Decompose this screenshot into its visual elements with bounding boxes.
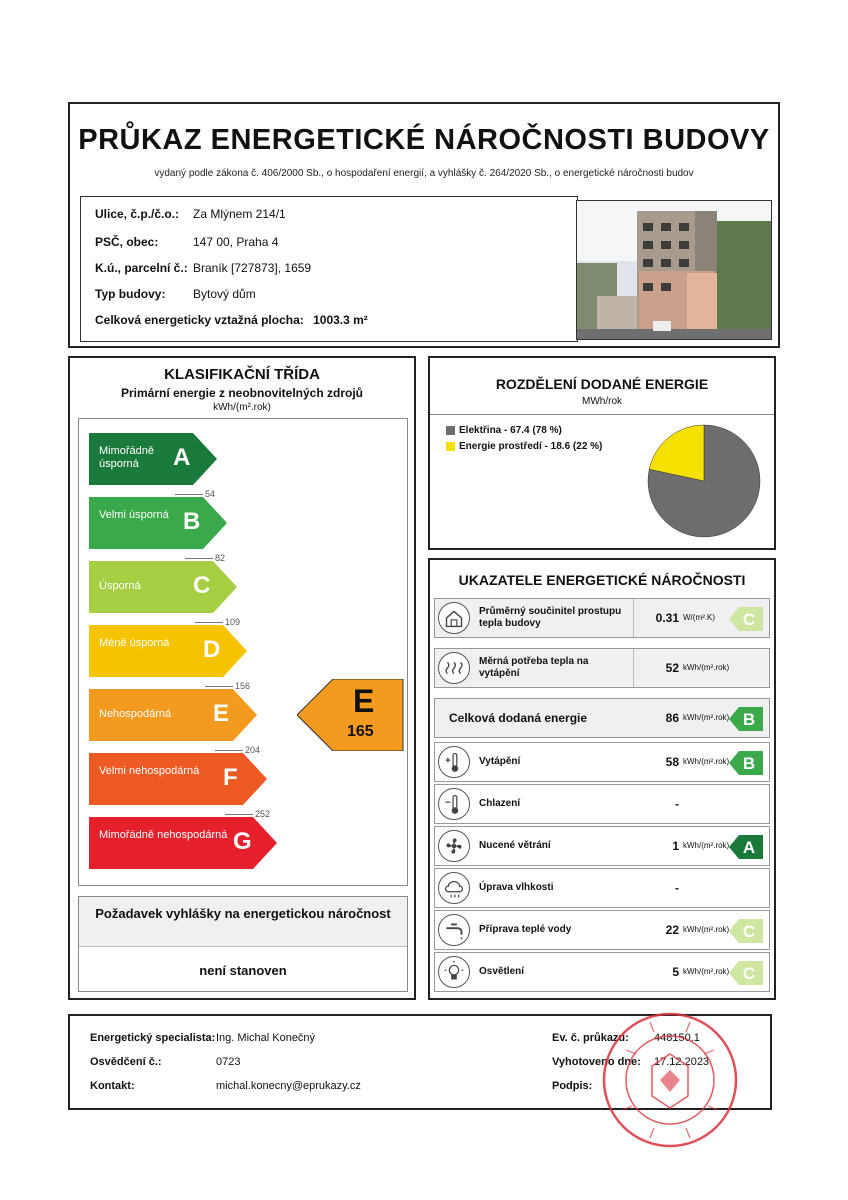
class-band-arrow-b [89,497,227,549]
indicator-class-badge [729,835,763,859]
contact-value: michal.konecny@eprukazy.cz [216,1080,361,1092]
class-band-label-g: Mimořádně nehospodárná [99,829,228,841]
indicator-value: 58 [665,755,679,769]
class-band-f [89,753,269,805]
energy-split-chart [430,414,774,544]
thermometer-plus-icon [438,746,470,778]
indicator-row [434,952,770,992]
type-row [95,287,256,301]
svg-text:B: B [742,710,756,729]
official-stamp [600,1010,740,1150]
indicator-value: - [675,881,679,895]
street-row [95,207,286,221]
threshold-line [175,494,203,495]
svg-text:A: A [742,838,756,857]
energy-pie-chart [644,421,764,541]
indicator-label: Vytápění [479,756,521,767]
energy-split-title: ROZDĚLENÍ DODANÉ ENERGIE [495,376,709,392]
threshold-line [215,750,243,751]
class-band-label-b: Velmi úsporná [99,509,169,521]
ku-row [95,261,312,275]
energy-split-panel [428,356,776,550]
cert-label: Osvědčení č.: [90,1056,162,1068]
indicator-label: Příprava teplé vody [479,924,572,935]
certificate-header [68,102,780,348]
class-band-label-f: Velmi nehospodárná [99,765,200,777]
requirement-panel [78,896,408,992]
class-band-letter-a: A [173,444,191,471]
indicator-value: 0.31 [655,611,679,625]
threshold-value: 252 [255,809,271,819]
indicator-unit: kWh/(m².rok) [683,925,730,934]
specialist-label: Energetický specialista: [90,1032,216,1044]
class-band-letter-d: D [203,636,221,663]
class-band-letter-e: E [213,700,230,727]
svg-text:C: C [742,610,756,629]
indicator-value: 5 [672,965,679,979]
building-photo [576,200,772,340]
indicator-divider [633,649,634,687]
street-label: Ulice, č.p./č.o.: [95,207,180,221]
indicator-row [434,826,770,866]
class-band-arrow-f [89,753,267,805]
indicator-row [434,910,770,950]
class-band-label-c: Úsporná [99,580,141,592]
street-value: Za Mlýnem 214/1 [193,207,286,221]
legend-swatch-electricity [446,426,455,435]
legend-item-environment [446,441,602,452]
svg-text:C: C [742,964,756,983]
indicator-divider [633,599,634,637]
threshold-line [195,622,223,623]
type-value: Bytový dům [193,287,256,301]
indicator-unit: kWh/(m².rok) [683,967,730,976]
classification-subtitle: Primární energie z neobnovitelných zdrojů [120,386,364,400]
class-band-letter-g: G [233,828,252,855]
class-band-letter-c: C [193,572,211,599]
requirement-value: není stanoven [199,963,287,978]
threshold-line [205,686,233,687]
indicator-value: - [675,797,679,811]
indicator-class-badge [729,961,763,985]
ku-value: Braník [727873], 1659 [193,261,312,275]
threshold-value: 204 [245,745,261,755]
sign-label: Podpis: [552,1080,593,1092]
class-band-label-d: Méně úsporná [99,637,170,649]
result-class-letter: E [353,683,375,719]
indicator-unit: kWh/(m².rok) [683,663,730,672]
ku-label: K.ú., parcelní č.: [95,261,188,275]
psc-label: PSČ, obec: [95,235,159,249]
class-band-label-e: Nehospodárná [99,708,172,720]
indicator-label: Měrná potřeba tepla na vytápění [479,656,589,679]
indicator-label: Nucené větrání [479,840,551,851]
threshold-value: 156 [235,681,251,691]
energy-split-unit: MWh/rok [582,396,622,407]
classification-title: KLASIFIKAČNÍ TŘÍDA [164,366,320,383]
type-label: Typ budovy: [95,287,166,301]
legend-swatch-environment [446,442,455,451]
legend-item-electricity [446,425,562,436]
threshold-value: 109 [225,617,241,627]
indicator-label: Chlazení [479,798,521,809]
document-title: PRŮKAZ ENERGETICKÉ NÁROČNOSTI BUDOVY [78,124,770,156]
threshold-value: 54 [205,489,216,499]
contact-label: Kontakt: [90,1080,135,1092]
document-subtitle: vydaný podle zákona č. 406/2000 Sb., o hospodaření energií, a vyhlášky č. 264/2020 Sb., o energetické náročnosti budov [154,168,694,179]
lightbulb-icon [438,956,470,988]
requirement-title: Požadavek vyhlášky na energetickou náročnost [79,897,407,947]
indicator-row [434,648,770,688]
legend-label-environment: Energie prostředí - 18.6 (22 %) [459,441,603,452]
result-class-value: 165 [347,723,374,740]
class-band-d [89,625,249,677]
indicator-row [434,784,770,824]
faucet-icon [438,914,470,946]
indicator-class-badge [729,919,763,943]
area-row [95,313,368,327]
svg-text:B: B [742,754,756,773]
issued-label: Vyhotoveno dne: [552,1056,641,1068]
cert-value: 0723 [216,1056,241,1068]
indicator-row [434,698,770,738]
indicator-label: Osvětlení [479,966,525,977]
indicator-label: Průměrný součinitel prostupu tepla budovy [479,606,622,629]
classification-panel [68,356,416,1000]
indicator-unit: kWh/(m².rok) [683,841,730,850]
indicator-unit: kWh/(m².rok) [683,713,730,722]
thermometer-minus-icon [438,788,470,820]
building-info-panel [80,196,578,342]
threshold-line [225,814,253,815]
class-band-arrow-d [89,625,247,677]
psc-value: 147 00, Praha 4 [193,235,279,249]
class-band-letter-b: B [183,508,201,535]
ev-label: Ev. č. průkazu: [552,1032,629,1044]
indicator-label: Celková dodaná energie [449,711,588,725]
ev-value: 448150.1 [654,1032,700,1044]
building-photo-illustration [577,201,772,340]
energy-class-scale [78,418,408,886]
indicator-row [434,868,770,908]
classification-unit: kWh/(m².rok) [213,402,271,413]
class-band-b [89,497,229,549]
heat-waves-icon [438,652,470,684]
house-icon [438,602,470,634]
indicator-value: 1 [672,839,679,853]
issued-value: 17.12.2023 [654,1056,710,1068]
indicator-class-badge [729,751,763,775]
class-band-letter-f: F [223,764,238,791]
indicator-unit: kWh/(m².rok) [683,757,730,766]
indicator-class-badge [729,707,763,731]
indicator-value: 22 [665,923,679,937]
indicator-row [434,598,770,638]
area-label: Celková energeticky vztažná plocha: [95,313,304,327]
psc-row [95,235,279,249]
indicators-title: UKAZATELE ENERGETICKÉ NÁROČNOSTI [458,572,746,588]
humidity-icon [438,872,470,904]
threshold-line [185,558,213,559]
threshold-value: 82 [215,553,226,563]
indicator-value: 86 [665,711,679,725]
indicator-unit: W/(m².K) [683,613,715,622]
area-value: 1003.3 m² [313,313,368,327]
indicator-value: 52 [665,661,679,675]
indicator-class-badge [729,607,763,631]
specialist-value: Ing. Michal Konečný [216,1032,316,1044]
legend-label-electricity: Elektřina - 67.4 (78 %) [459,425,562,436]
indicators-panel [428,558,776,1000]
class-band-label-a: Mimořádně úsporná [99,445,155,470]
svg-text:C: C [742,922,756,941]
fan-icon [438,830,470,862]
indicator-row [434,742,770,782]
indicator-label: Úprava vlhkosti [479,882,554,893]
